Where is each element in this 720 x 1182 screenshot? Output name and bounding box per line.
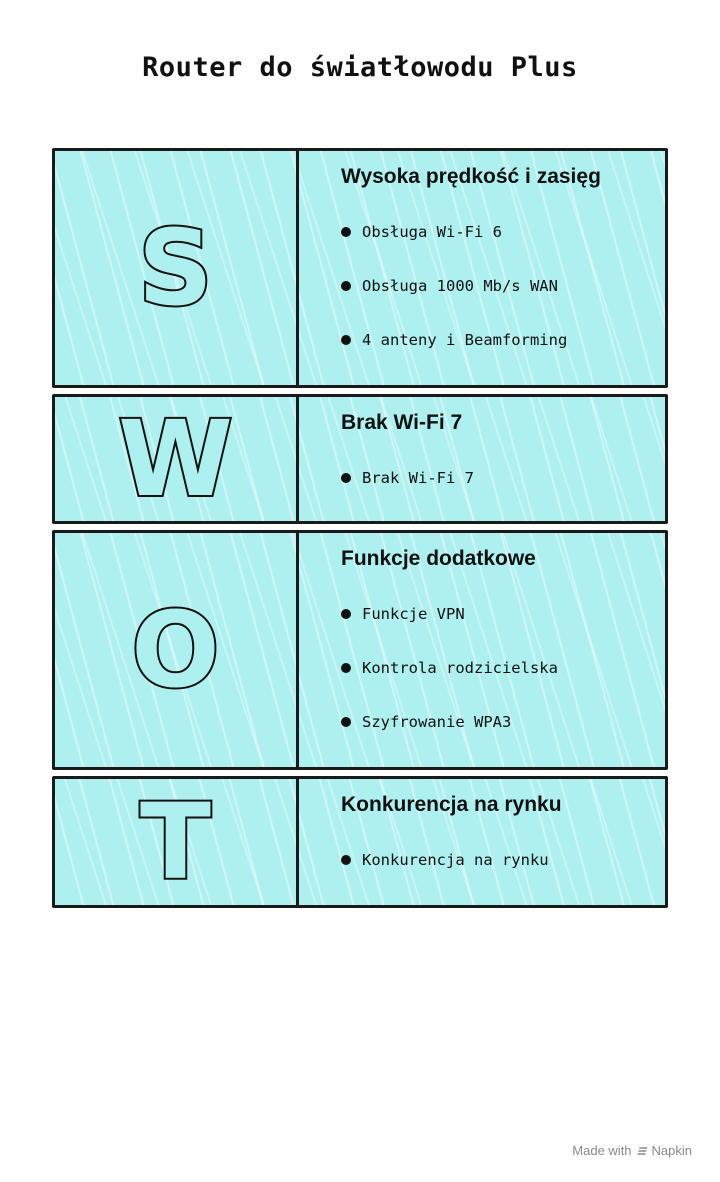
bullet-icon	[341, 227, 351, 237]
swot-letter: T	[140, 781, 211, 903]
bullet-icon	[341, 855, 351, 865]
content-cell	[299, 397, 665, 521]
letter-cell	[55, 779, 299, 905]
list-item: Funkcje VPN	[341, 587, 645, 641]
row-heading: Funkcje dodatkowe	[341, 547, 536, 570]
bullet-icon	[341, 663, 351, 673]
content-cell	[299, 151, 665, 385]
napkin-brand-label: Napkin	[651, 1143, 692, 1158]
list-item: Brak Wi-Fi 7	[341, 451, 645, 505]
swot-letter: O	[131, 589, 220, 711]
made-with-label: Made with	[572, 1143, 632, 1158]
swot-row-strengths	[52, 148, 668, 388]
swot-letter: W	[118, 398, 233, 520]
row-heading: Wysoka prędkość i zasięg	[341, 165, 601, 188]
row-heading: Brak Wi-Fi 7	[341, 411, 463, 434]
list-item: Konkurencja na rynku	[341, 833, 645, 887]
made-with-footer[interactable]	[572, 1143, 692, 1158]
list-item: Kontrola rodzicielska	[341, 641, 645, 695]
bullet-icon	[341, 609, 351, 619]
swot-letter: S	[138, 207, 213, 329]
list-item: 4 anteny i Beamforming	[341, 313, 645, 367]
row-heading: Konkurencja na rynku	[341, 793, 562, 816]
list-item: Obsługa Wi-Fi 6	[341, 205, 645, 259]
bullet-icon	[341, 281, 351, 291]
letter-cell	[55, 397, 299, 521]
swot-diagram	[52, 148, 668, 914]
letter-cell	[55, 533, 299, 767]
content-cell	[299, 533, 665, 767]
swot-row-weaknesses	[52, 394, 668, 524]
swot-row-opportunities	[52, 530, 668, 770]
content-cell	[299, 779, 665, 905]
letter-cell	[55, 151, 299, 385]
list-item: Szyfrowanie WPA3	[341, 695, 645, 749]
list-item: Obsługa 1000 Mb/s WAN	[341, 259, 645, 313]
bullet-icon	[341, 717, 351, 727]
swot-row-threats	[52, 776, 668, 908]
page-title: Router do światłowodu Plus	[142, 52, 578, 83]
napkin-logo-icon	[636, 1145, 648, 1157]
bullet-icon	[341, 473, 351, 483]
bullet-icon	[341, 335, 351, 345]
